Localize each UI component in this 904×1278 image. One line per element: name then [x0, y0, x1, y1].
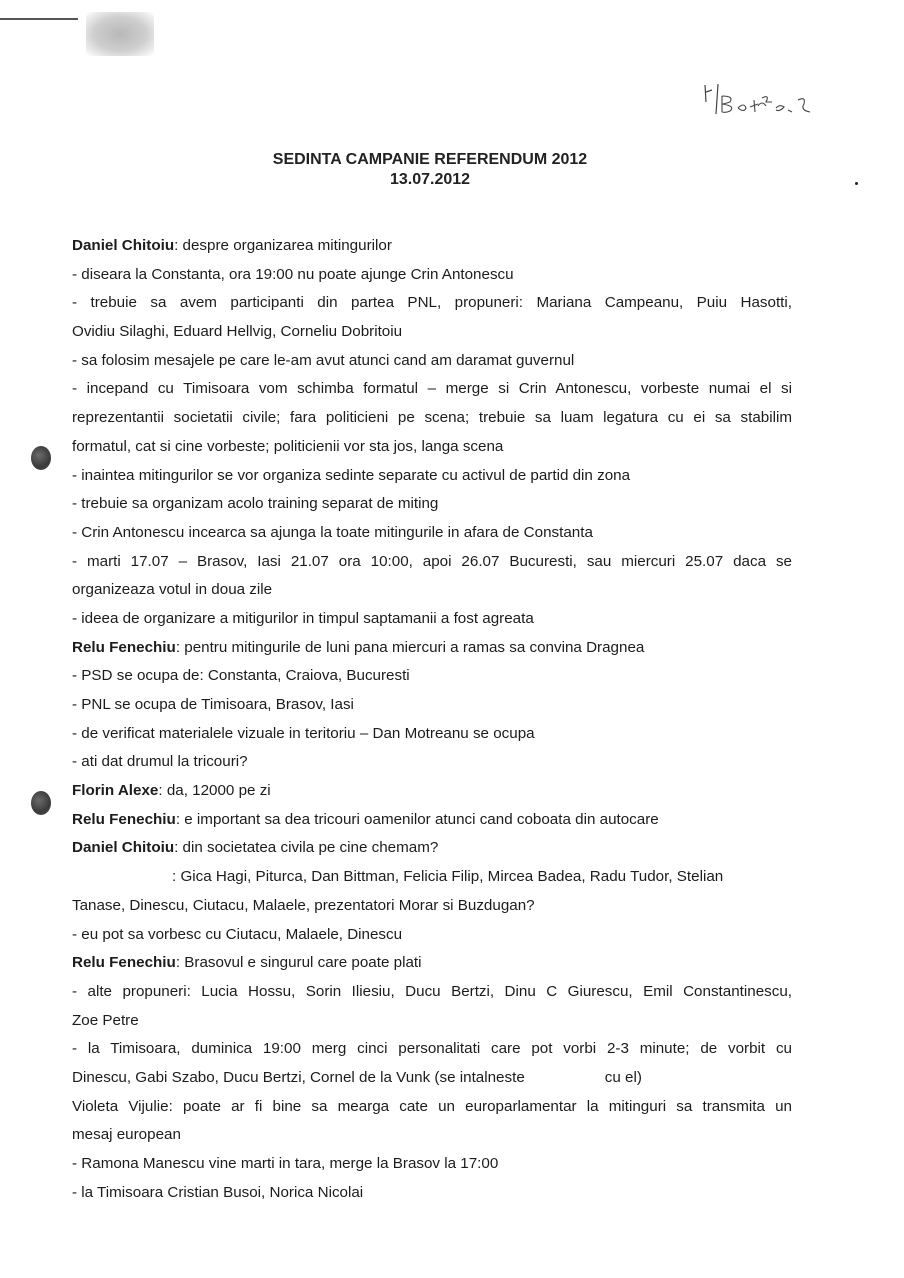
text-line: - trebuie sa avem participanti din partea PNL, propuneri: Mariana Campeanu, Puiu Hasotti,: [72, 294, 792, 312]
text-line: - la Timisoara, duminica 19:00 merg cinci personalitati care pot vorbi 2-3 minute; de vorbit cu: [72, 1040, 792, 1058]
speaker-name: Relu Fenechiu: [72, 638, 176, 656]
scan-artifact-line: [0, 18, 78, 20]
text-line: Ovidiu Silaghi, Eduard Hellvig, Corneliu Dobritoiu: [72, 323, 403, 341]
document-title: SEDINTA CAMPANIE REFERENDUM 2012: [272, 151, 588, 168]
text-line: - PSD se ocupa de: Constanta, Craiova, Bucuresti: [72, 667, 410, 685]
text-line: formatul, cat si cine vorbeste; politicienii vor sta jos, langa scena: [72, 437, 504, 455]
text-line: Relu Fenechiu: e important sa dea tricouri oamenilor atunci cand coboata din autocare: [72, 810, 659, 828]
text-line: Daniel Chitoiu: despre organizarea mitingurilor: [72, 237, 392, 254]
speaker-name: Daniel Chitoiu: [72, 839, 175, 857]
text-line: Relu Fenechiu: pentru mitingurile de luni pana miercuri a ramas sa convina Dragnea: [72, 638, 645, 656]
text-line: - ideea de organizare a mitigurilor in timpul saptamanii a fost agreata: [72, 609, 534, 627]
document-header: [0, 150, 860, 190]
text-line: Zoe Petre: [72, 1011, 139, 1029]
text-line: - incepand cu Timisoara vom schimba formatul – merge si Crin Antonescu, vorbeste numai el si: [72, 380, 792, 398]
handwritten-note: [700, 80, 820, 130]
text-line: - marti 17.07 – Brasov, Iasi 21.07 ora 10:00, apoi 26.07 Bucuresti, sau miercuri 25.07 daca se: [72, 552, 792, 570]
text-line: Relu Fenechiu: Brasovul e singurul care poate plati: [72, 954, 422, 972]
speaker-name: Relu Fenechiu: [72, 954, 176, 972]
speaker-name: Relu Fenechiu: [72, 810, 176, 828]
document-body: [72, 232, 792, 1207]
text-line: Tanase, Dinescu, Ciutacu, Malaele, prezentatori Morar si Buzdugan?: [72, 896, 535, 914]
text-line: Violeta Vijulie: poate ar fi bine sa mearga cate un europarlamentar la mitinguri sa transmita un: [72, 1097, 792, 1115]
document-date: 13.07.2012: [389, 171, 471, 188]
text-line: Daniel Chitoiu: din societatea civila pe cine chemam?: [72, 839, 439, 857]
speaker-name: Florin Alexe: [72, 782, 159, 800]
punch-hole: [31, 446, 51, 470]
speaker-name: Daniel Chitoiu: [72, 237, 175, 254]
text-line: - Crin Antonescu incearca sa ajunga la toate mitingurile in afara de Constanta: [72, 523, 593, 541]
text-line: reprezentantii societatii civile; fara politicieni pe scena; trebuie sa luam legatura cu ei sa stabilim: [72, 409, 792, 427]
scan-artifact-smudge: [86, 12, 154, 56]
text-line: Florin Alexe: da, 12000 pe zi: [72, 782, 271, 800]
punch-hole: [31, 791, 51, 815]
text-line: : Gica Hagi, Piturca, Dan Bittman, Felicia Filip, Mircea Badea, Radu Tudor, Stelian: [172, 868, 724, 886]
text-line: Dinescu, Gabi Szabo, Ducu Bertzi, Cornel de la Vunk (se intalneste cu el): [72, 1068, 642, 1086]
text-line: - trebuie sa organizam acolo training separat de miting: [72, 495, 439, 513]
text-line: - sa folosim mesajele pe care le-am avut atunci cand am daramat guvernul: [72, 351, 575, 369]
text-line: - diseara la Constanta, ora 19:00 nu poate ajunge Crin Antonescu: [72, 265, 514, 283]
text-line: - ati dat drumul la tricouri?: [72, 753, 248, 771]
text-line: - la Timisoara Cristian Busoi, Norica Nicolai: [72, 1183, 364, 1201]
text-line: - Ramona Manescu vine marti in tara, merge la Brasov la 17:00: [72, 1155, 499, 1172]
text-line: - eu pot sa vorbesc cu Ciutacu, Malaele, Dinescu: [72, 925, 403, 943]
text-line: - de verificat materialele vizuale in teritoriu – Dan Motreanu se ocupa: [72, 724, 535, 742]
text-line: - inaintea mitingurilor se vor organiza sedinte separate cu activul de partid din zona: [72, 466, 631, 484]
text-line: organizeaza votul in doua zile: [72, 581, 273, 599]
text-line: - alte propuneri: Lucia Hossu, Sorin Iliesiu, Ducu Bertzi, Dinu C Giurescu, Emil Constantinescu,: [72, 982, 792, 1000]
text-line: mesaj european: [72, 1126, 181, 1144]
text-line: - PNL se ocupa de Timisoara, Brasov, Iasi: [72, 696, 354, 713]
